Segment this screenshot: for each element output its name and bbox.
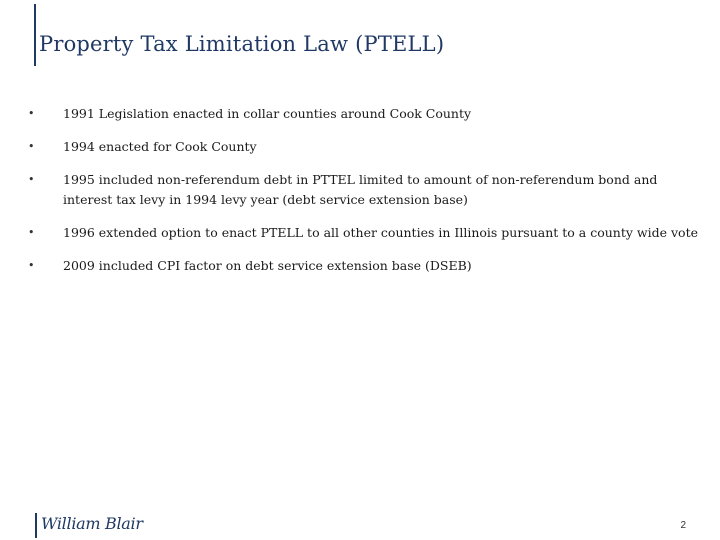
bullet-item [28,256,698,276]
bullet-text: 2009 included CPI factor on debt service extension base (DSEB) [63,258,472,273]
bullet-item [28,223,698,243]
page-number: 2 [680,520,686,531]
bullet-marker: • [28,140,35,153]
logo-accent-bar [35,513,37,538]
bullet-text: 1994 enacted for Cook County [63,139,257,154]
bullet-item [28,104,698,124]
william-blair-logo: William Blair [41,514,143,533]
bullet-text: 1995 included non-referendum debt in PTTEL limited to amount of non-referendum bond and interest tax levy in 1994 levy year (debt service extension base) [63,172,658,207]
bullet-item [28,170,698,210]
title-accent-bar [34,4,36,66]
bullet-item [28,137,698,157]
page-title: Property Tax Limitation Law (PTELL) [39,32,445,56]
bullet-list [28,104,698,289]
bullet-marker: • [28,107,35,120]
bullet-marker: • [28,259,35,272]
bullet-marker: • [28,173,35,186]
bullet-text: 1996 extended option to enact PTELL to all other counties in Illinois pursuant to a county wide vote [63,225,698,240]
bullet-marker: • [28,226,35,239]
bullet-text: 1991 Legislation enacted in collar counties around Cook County [63,106,472,121]
